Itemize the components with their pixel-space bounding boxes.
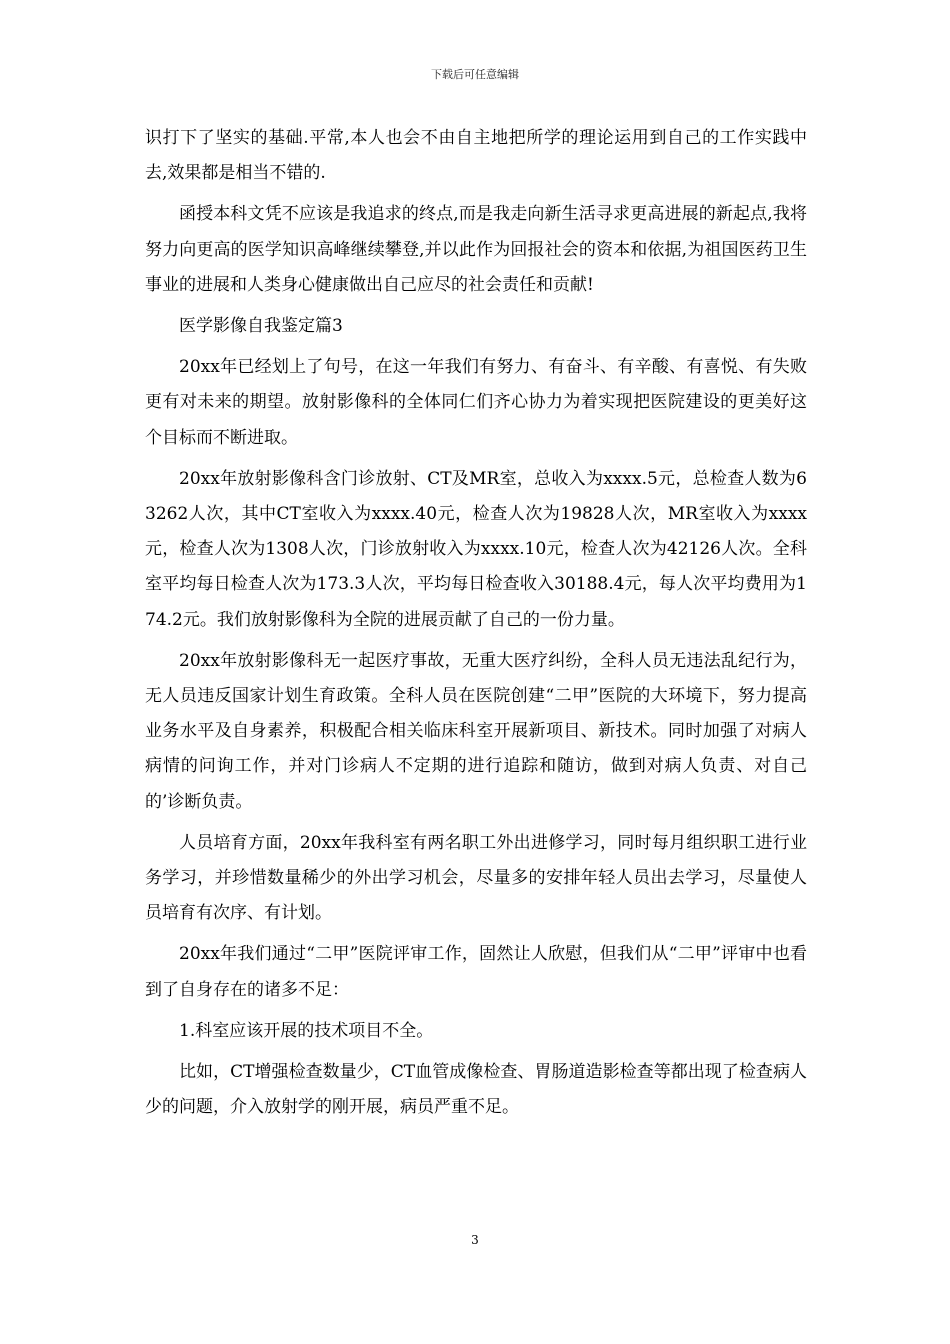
paragraph: 函授本科文凭不应该是我追求的终点,而是我走向新生活寻求更高进展的新起点,我将努力向更高的医学知识高峰继续攀登,并以此作为回报社会的资本和依据,为祖国医药卫生事业的进展和人类身心健康做出自己应尽的社会责任和贡献!	[145, 204, 807, 295]
list-item: 1.科室应该开展的技术项目不全。	[179, 1020, 434, 1041]
section-heading: 医学影像自我鉴定篇3	[179, 316, 343, 337]
paragraph: 人员培育方面，20xx年我科室有两名职工外出进修学习，同时每月组织职工进行业务学习，并珍惜数量稀少的外出学习机会，尽量多的安排年轻人员出去学习，尽量使人员培育有次序、有计划。	[145, 832, 807, 924]
paragraph: 比如，CT增强检查数量少，CT血管成像检查、胃肠道造影检查等都出现了检查病人少的问题，介入放射学的刚开展，病员严重不足。	[145, 1062, 807, 1118]
page-header: 下载后可任意编辑	[431, 68, 519, 81]
paragraph: 20xx年已经划上了句号，在这一年我们有努力、有奋斗、有辛酸、有喜悦、有失败更有对未来的期望。放射影像科的全体同仁们齐心协力为着实现把医院建设的更美好这个目标而不断进取。	[145, 357, 807, 448]
page-number: 3	[471, 1233, 479, 1247]
paragraph: 20xx年放射影像科无一起医疗事故，无重大医疗纠纷，全科人员无违法乱纪行为，无人员违反国家计划生育政策。全科人员在医院创建“二甲”医院的大环境下，努力提高业务水平及自身素养，积极配合相关临床科室开展新项目、新技术。同时加强了对病人病情的问询工作，并对门诊病人不定期的进行追踪和随访，做到对病人负责、对自己的’诊断负责。	[145, 650, 807, 812]
paragraph: 识打下了坚实的基础.平常,本人也会不由自主地把所学的理论运用到自己的工作实践中去,效果都是相当不错的.	[145, 128, 807, 184]
paragraph: 20xx年放射影像科含门诊放射、CT及MR室，总收入为xxxx.5元，总检查人数为63262人次，其中CT室收入为xxxx.40元，检查人次为19828人次，MR室收入为xxxx元，检查人次为1308人次，门诊放射收入为xxxx.10元，检查人次为42126人次。全科室平均每日检查人次为173.3人次，平均每日检查收入30188.4元，每人次平均费用为174.2元。我们放射影像科为全院的进展贡献了自己的一份力量。	[145, 468, 807, 630]
paragraph: 20xx年我们通过“二甲”医院评审工作，固然让人欣慰，但我们从“二甲”评审中也看到了自身存在的诸多不足：	[145, 944, 807, 1000]
document-body	[145, 121, 807, 1125]
